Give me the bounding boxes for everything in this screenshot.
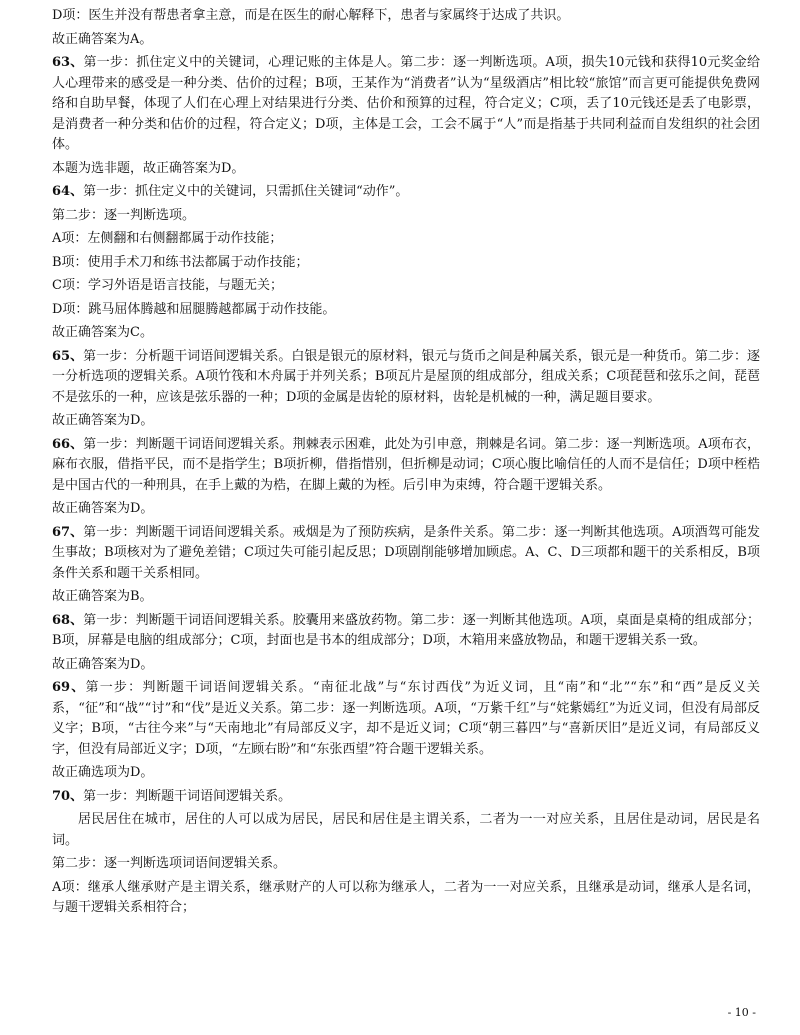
paragraph: [52, 810, 760, 851]
page-number: - 10 -: [727, 1005, 756, 1019]
question-number: 63、: [52, 55, 84, 70]
paragraph: [52, 206, 760, 227]
question-number: 69、: [52, 680, 86, 695]
paragraph-text: 第一步：抓住定义中的关键词，心理记账的主体是人。第二步：逐一判断选项。A项，损失10元钱和获得10元奖金给人心理带来的感受是一种分类、估价的过程；B项，王某作为“消费者”认为“星级酒店”相比较“旅馆”而言更可能提供免费网络和自助早餐，体现了人们在心理上对结果进行分类、估价和预算的过程，符合定义；C项，丢了10元钱还是丢了电影票，是消费者一种分类和估价的过程，符合定义；D项，主体是工会，工会不属于“人”而是指基于共同利益而自发组织的社会团体。: [52, 55, 760, 152]
answer-line: [52, 763, 760, 784]
paragraph-text: A项：左侧翻和右侧翻都属于动作技能；: [52, 231, 283, 246]
paragraph-text: 第二步：逐一判断选项。: [52, 207, 196, 223]
answer-line: [52, 323, 760, 344]
option-line: [52, 300, 760, 321]
answer-line: [52, 30, 760, 51]
question-number: 67、: [52, 524, 84, 540]
paragraph-text: 第一步：抓住定义中的关键词，只需抓住关键词“动作”。: [83, 184, 409, 199]
paragraph-text: 故正确答案为D。: [52, 413, 154, 428]
paragraph-text: 故正确答案为D。: [52, 656, 154, 672]
question-number: 64、: [52, 184, 84, 199]
paragraph-text: 第一步：判断题干词语间逻辑关系。胶囊用来盛放药物。第二步：逐一判断其他选项。A项，桌面是桌椅的组成部分；B项，屏幕是电脑的组成部分；C项，封面也是书本的组成部分；D项，木箱用来盛放物品，和题干逻辑关系一致。: [52, 612, 760, 648]
paragraph-text: 居民居住在城市，居住的人可以成为居民，居民和居住是主谓关系，二者为一一对应关系，且居住是动词，居民是名词。: [52, 812, 760, 848]
paragraph-text: A项：继承人继承财产是主谓关系，继承财产的人可以称为继承人，二者为一一对应关系，且继承是动词，继承人是名词，与题干逻辑关系相符合；: [52, 879, 760, 915]
paragraph: [52, 6, 760, 27]
paragraph-text: 故正确答案为D。: [52, 501, 154, 516]
answer-line: [52, 587, 760, 608]
question-63: [52, 53, 760, 156]
option-line: [52, 878, 760, 919]
paragraph-text: 第二步：逐一判断选项词语间逻辑关系。: [52, 856, 287, 871]
answer-line: [52, 159, 760, 180]
paragraph-text: D项：跳马屈体腾越和屈腿腾越都属于动作技能。: [52, 301, 336, 317]
paragraph-text: 故正确答案为B。: [52, 589, 153, 604]
paragraph-text: 故正确答案为C。: [52, 325, 153, 340]
paragraph-text: 第一步：判断题干词语间逻辑关系。“南征北战”与“东讨西伐”为近义词，且“南”和“北”“东”和“西”是反义关系，“征”和“战”“讨”和“伐”是近义关系。第二步：逐一判断选项。A项，“万紫千红”与“姹紫嫣红”为近义词，但没有局部反义字；B项，“古往今来”与“天南地北”有局部反义字，却不是近义词；C项“朝三暮四”与“喜新厌旧”是近义词，有局部反义字，但没有局部近义字；D项，“左顾右盼”和“东张西望”符合题干逻辑关系。: [52, 680, 760, 757]
question-number: 70、: [52, 788, 84, 804]
paragraph-text: 第一步：分析题干词语间逻辑关系。白银是银元的原材料，银元与货币之间是种属关系，银元是一种货币。第二步：逐一分析选项的逻辑关系。A项竹筏和木舟属于并列关系；B项瓦片是屋顶的组成部分，组成关系；C项琵琶和弦乐之间，琵琶不是弦乐的一种，应该是弦乐器的一种；D项的金属是齿轮的原材料，齿轮是机械的一种，满足题目要求。: [52, 348, 760, 405]
paragraph-text: 本题为选非题，故正确答案为D。: [52, 160, 245, 176]
option-line: [52, 276, 760, 297]
question-64: [52, 182, 760, 203]
paragraph-text: C项：学习外语是语言技能，与题无关；: [52, 278, 283, 293]
question-number: 65、: [52, 348, 84, 364]
question-67: [52, 523, 760, 585]
question-68: [52, 611, 760, 652]
question-number: 68、: [52, 612, 84, 628]
answer-line: [52, 499, 760, 520]
paragraph-text: 故正确选项为D。: [52, 765, 154, 780]
paragraph-text: 第一步：判断题干词语间逻辑关系。: [83, 788, 292, 804]
paragraph-text: 第一步：判断题干词语间逻辑关系。荆棘表示困难，此处为引申意，荆棘是名词。第二步：逐一判断选项。A项布衣，麻布衣服，借指平民，而不是指学生；B项折柳，借指惜别，但折柳是动词；C项心腹比喻信任的人而不是信任；D项中桎梏是中国古代的一种刑具，在手上戴的为梏，在脚上戴的为桎。后引申为束缚，符合题干逻辑关系。: [52, 436, 760, 493]
question-65: [52, 347, 760, 409]
paragraph-text: B项：使用手术刀和练书法都属于动作技能；: [52, 254, 309, 270]
answer-line: [52, 411, 760, 432]
paragraph-text: D项：医生并没有帮患者拿主意，而是在医生的耐心解释下，患者与家属终于达成了共识。: [52, 8, 570, 23]
question-69: [52, 678, 760, 760]
question-70: [52, 787, 760, 808]
paragraph-text: 第一步：判断题干词语间逻辑关系。戒烟是为了预防疾病，是条件关系。第二步：逐一判断其他选项。A项酒驾可能发生事故；B项核对为了避免差错；C项过失可能引起反思；D项剧削能够增加顾虑。A、C、D三项都和题干的关系相反，B项条件关系和题干关系相同。: [52, 524, 760, 581]
question-66: [52, 435, 760, 497]
option-line: [52, 253, 760, 274]
answer-line: [52, 655, 760, 676]
option-line: [52, 229, 760, 250]
paragraph-text: 故正确答案为A。: [52, 31, 153, 47]
paragraph: [52, 854, 760, 875]
question-number: 66、: [52, 436, 84, 452]
